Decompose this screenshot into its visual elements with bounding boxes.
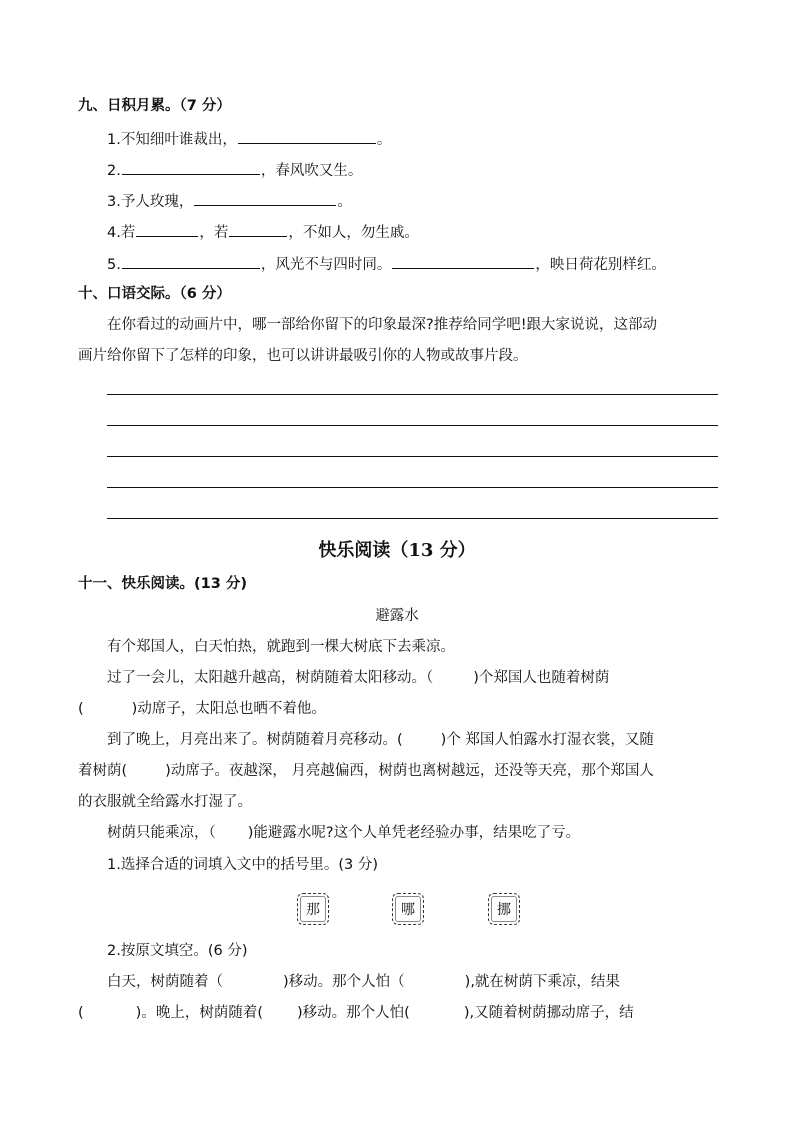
fill-line-1 xyxy=(107,972,620,992)
choice-box-3: 挪 xyxy=(488,893,520,925)
writing-line[interactable] xyxy=(107,456,718,457)
q-text: 3.予人玫瑰， xyxy=(107,194,194,210)
q-text: ，映日荷花别样红。 xyxy=(535,257,666,273)
question-11-1: 1.选择合适的词填入文中的括号里。(3 分) xyxy=(107,857,378,873)
answer-blank[interactable] xyxy=(194,190,336,206)
q-text: 1.不知细叶谁裁出， xyxy=(107,132,237,148)
fill-line-2 xyxy=(78,1003,634,1023)
section-9-heading: 九、日积月累。（7 分） xyxy=(78,98,231,114)
answer-blank[interactable] xyxy=(238,128,376,144)
story-line xyxy=(107,668,609,688)
story-line: 有个郑国人，白天怕热，就跑到一棵大树底下去乘凉。 xyxy=(107,639,455,655)
section-10-prompt-1: 在你看过的动画片中，哪一部给你留下的印象最深?推荐给同学吧!跟大家说说，这部动 xyxy=(107,317,658,333)
story-line xyxy=(78,699,326,719)
q-text: ，不如人，勿生戚。 xyxy=(288,225,419,241)
fill-text: )移动。那个人怕（ xyxy=(283,974,405,990)
answer-blank[interactable] xyxy=(392,253,534,269)
q-text: 2. xyxy=(107,163,121,179)
q-text: ，风光不与四时同。 xyxy=(260,257,392,273)
story-text: ( xyxy=(78,701,84,717)
fill-text: )。晚上，树荫随着( xyxy=(135,1005,263,1021)
writing-line[interactable] xyxy=(107,394,718,395)
q-text: 。 xyxy=(337,194,352,210)
story-text: 树荫只能乘凉，（ xyxy=(107,825,216,841)
section-11-heading: 十一、快乐阅读。(13 分) xyxy=(78,576,247,592)
question-9-3 xyxy=(107,190,352,212)
choice-box-2: 哪 xyxy=(392,893,424,925)
story-line xyxy=(107,823,580,843)
writing-line[interactable] xyxy=(107,425,718,426)
answer-blank[interactable] xyxy=(229,221,287,237)
section-10-prompt-2: 画片给你留下了怎样的印象，也可以讲讲最吸引你的人物或故事片段。 xyxy=(78,348,528,364)
story-line: 的衣服就全给露水打湿了。 xyxy=(78,794,252,810)
story-text: )个 郑国人怕露水打湿衣裳，又随 xyxy=(440,732,654,748)
writing-line[interactable] xyxy=(107,518,718,519)
q-text: 。 xyxy=(376,132,392,148)
question-11-2: 2.按原文填空。(6 分) xyxy=(107,943,248,959)
story-text: )能避露水呢?这个人单凭老经验办事，结果吃了亏。 xyxy=(247,825,581,841)
q-text: 4.若 xyxy=(107,225,136,241)
answer-blank[interactable] xyxy=(122,159,260,175)
fill-text: ),就在树荫下乘凉，结果 xyxy=(464,974,620,990)
question-9-5 xyxy=(107,253,666,275)
q-text: ，若 xyxy=(199,225,229,241)
part-title: 快乐阅读（13 分） xyxy=(318,540,476,561)
fill-text: ),又随着树荫挪动席子，结 xyxy=(463,1005,634,1021)
writing-line[interactable] xyxy=(107,487,718,488)
story-text: )动席子，太阳总也晒不着他。 xyxy=(131,701,326,717)
story-title: 避露水 xyxy=(375,608,419,624)
answer-blank[interactable] xyxy=(122,253,260,269)
question-9-4 xyxy=(107,221,419,243)
story-text: )动席子。夜越深， 月亮越偏西，树荫也离树越远，还没等天亮，那个郑国人 xyxy=(165,763,654,779)
story-line xyxy=(107,730,654,750)
section-10-heading: 十、口语交际。（6 分） xyxy=(78,286,231,302)
story-text: 到了晚上，月亮出来了。树荫随着月亮移动。( xyxy=(107,732,403,748)
q-text: 5. xyxy=(107,257,121,273)
q-text: ，春风吹又生。 xyxy=(260,163,363,179)
story-line xyxy=(78,761,654,781)
story-text: )个郑国人也随着树荫 xyxy=(473,670,610,686)
fill-text: )移动。那个人怕( xyxy=(297,1005,410,1021)
question-9-2 xyxy=(107,159,362,181)
fill-text: 白天，树荫随着（ xyxy=(107,974,223,990)
fill-text: ( xyxy=(78,1005,84,1021)
story-text: 过了一会儿，太阳越升越高，树荫随着太阳移动。（ xyxy=(107,670,434,686)
story-text: 着树荫( xyxy=(78,763,128,779)
choice-box-1: 那 xyxy=(297,893,329,925)
answer-blank[interactable] xyxy=(136,221,198,237)
question-9-1 xyxy=(107,128,391,150)
